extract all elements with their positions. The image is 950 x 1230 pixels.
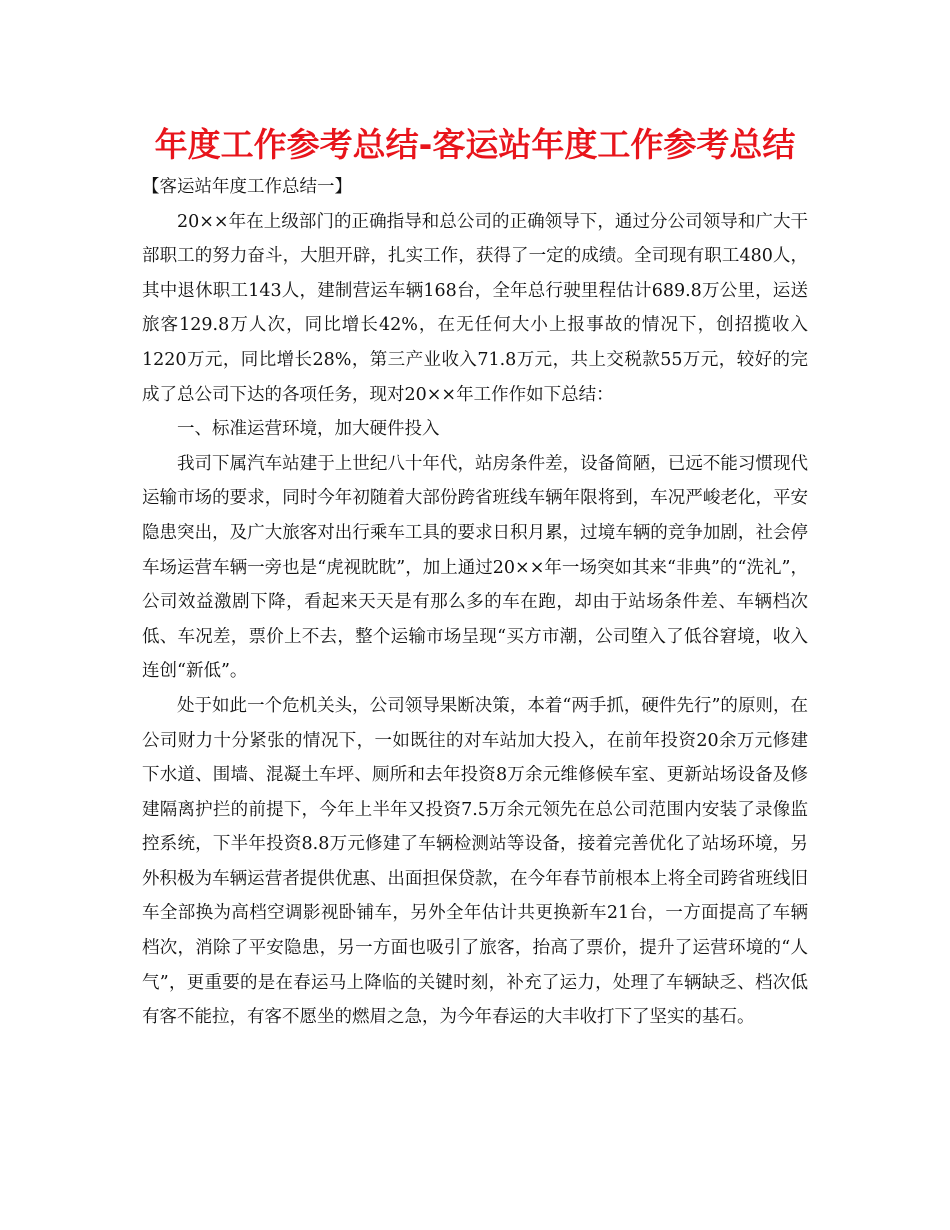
paragraph-intro: 20××年在上级部门的正确指导和总公司的正确领导下，通过分公司领导和广大干部职工的努力奋斗，大胆开辟，扎实工作，获得了一定的成绩。全司现有职工480人，其中退休职工143人，建制营运车辆168台，全年总行驶里程估计689.8万公里，运送旅客129.8万人次，同比增长42%，在无任何大小上报事故的情况下，创招揽收入1220万元，同比增长28%，第三产业收入71.8万元，共上交税款55万元，较好的完成了总公司下达的各项任务，现对20××年工作作如下总结： bbox=[142, 211, 808, 405]
paragraph-background: 我司下属汽车站建于上世纪八十年代，站房条件差，设备简陋，已远不能习惯现代运输市场的要求，同时今年初随着大部份跨省班线车辆年限将到，车况严峻老化，平安隐患突出，及广大旅客对出行乘车工具的要求日积月累，过境车辆的竞争加剧，社会停车场运营车辆一旁也是“虎视眈眈”，加上通过20××年一场突如其来“非典”的“洗礼”，公司效益激剧下降，看起来天天是有那么多的车在跑，却由于站场条件差、车辆档次低、车况差，票价上不去，整个运输市场呈现“买方市潮，公司堕入了低谷窘境，收入连创“新低”。 bbox=[142, 453, 808, 682]
section-label: 【客运站年度工作总结一】 bbox=[142, 177, 352, 197]
paragraph-investment: 处于如此一个危机关头，公司领导果断决策，本着“两手抓，硬件先行”的原则，在公司财力十分紧张的情况下，一如既往的对车站加大投入，在前年投资20余万元修建下水道、围墙、混凝土车坪、厕所和去年投资8万余元维修候车室、更新站场设备及修建隔离护拦的前提下，今年上半年又投资7.5万余元领先在总公司范围内安装了录像监控系统，下半年投资8.8万元修建了车辆检测站等设备，接着完善优化了站场环境，另外积极为车辆运营者提供优惠、出面担保贷款，在今年春节前根本上将全司跨省班线旧车全部换为高档空调影视卧铺车，另外全年估计共更换新车21台，一方面提高了车辆档次，消除了平安隐患，另一方面也吸引了旅客，抬高了票价，提升了运营环境的“人气”，更重要的是在春运马上降临的关键时刻，补充了运力，处理了车辆缺乏、档次低有客不能拉，有客不愿坐的燃眉之急，为今年春运的大丰收打下了坚实的基石。 bbox=[142, 695, 808, 1028]
document-body bbox=[142, 170, 808, 1035]
section-heading-one: 一、标准运营环境，加大硬件投入 bbox=[177, 419, 440, 440]
document-title: 年度工作参考总结-客运站年度工作参考总结 bbox=[154, 125, 796, 164]
